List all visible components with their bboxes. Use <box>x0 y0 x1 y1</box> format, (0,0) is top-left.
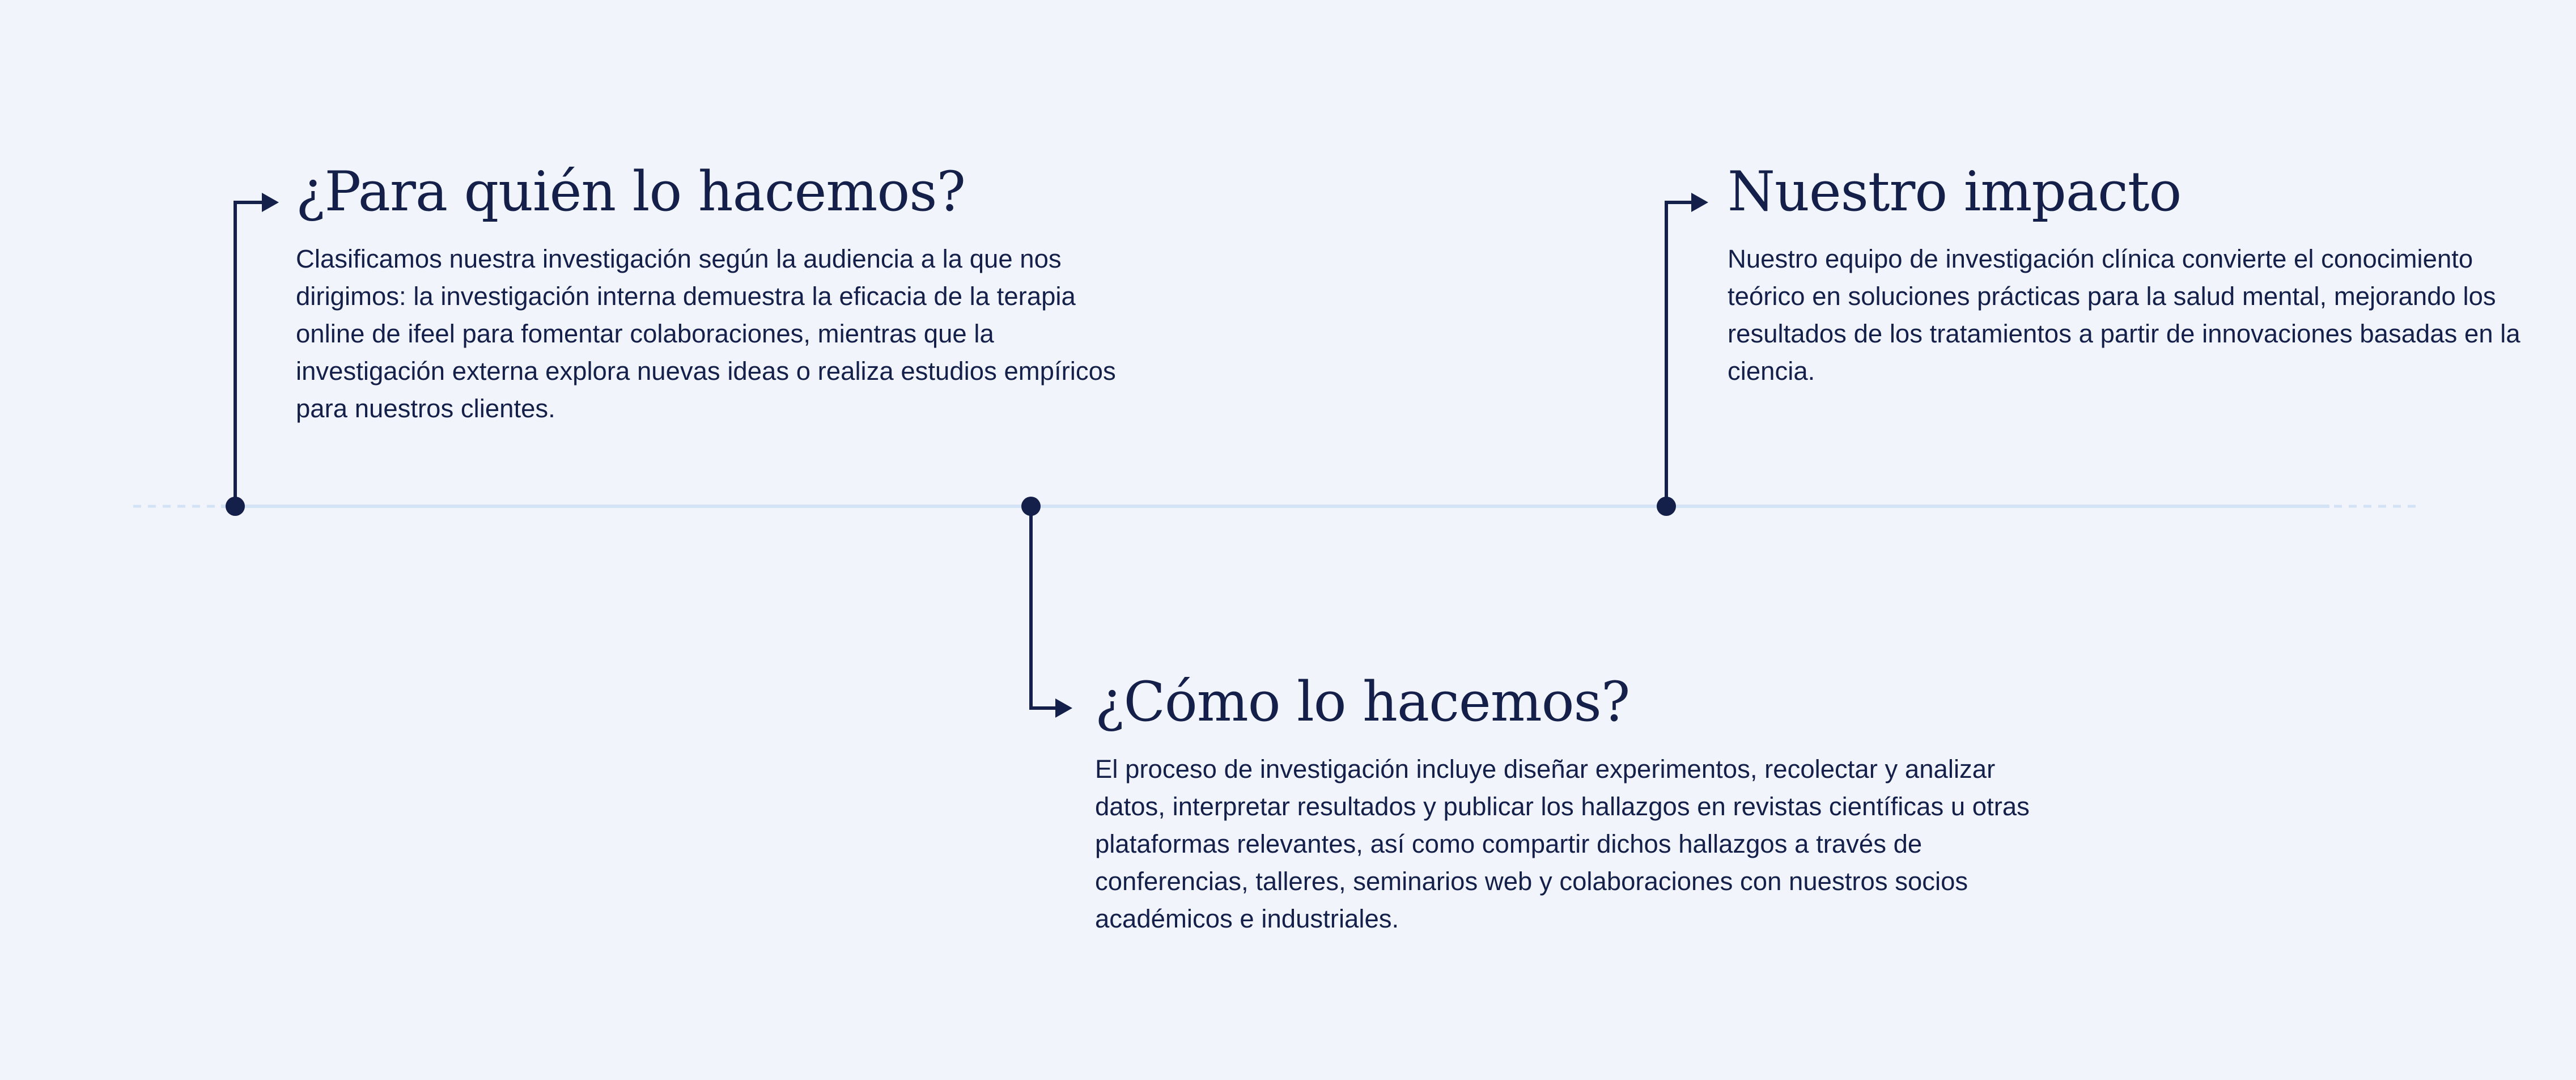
section-title: ¿Cómo lo hacemos? <box>1095 670 1630 734</box>
connector-3-line <box>1666 202 1691 506</box>
connector-2-arrowhead <box>1055 698 1072 718</box>
timeline-node-3 <box>1657 497 1676 516</box>
section-body: Clasificamos nuestra investigación según la audiencia a la que nos dirigimos: la investigación interna demuestra la eficacia de la terapia online de ifeel para fomentar colaboraciones, mientras que la investigación externa explora nuevas ideas o realiza estudios empíricos para nuestros clientes. <box>296 244 1116 423</box>
section-title: Nuestro impacto <box>1728 160 2182 223</box>
timeline-node-2 <box>1021 497 1041 516</box>
section-body: Nuestro equipo de investigación clínica convierte el conocimiento teórico en soluciones prácticas para la salud mental, mejorando los resultados de los tratamientos a partir de innovaciones basadas en la ciencia. <box>1728 244 2520 386</box>
section-para-quien <box>296 160 1146 427</box>
timeline-node-1 <box>226 497 245 516</box>
connector-1-arrowhead <box>262 193 279 212</box>
section-title: ¿Para quién lo hacemos? <box>296 160 965 223</box>
connector-3-arrowhead <box>1691 193 1708 212</box>
section-impacto <box>1728 160 2521 390</box>
section-body: El proceso de investigación incluye diseñar experimentos, recolectar y analizar datos, interpretar resultados y publicar los hallazgos en revistas científicas u otras plataformas relevantes, así como compartir dichos hallazgos a través de conferencias, talleres, seminarios web y colaboraciones con nuestros socios académicos e industriales. <box>1095 755 2030 933</box>
connector-2-line <box>1031 506 1055 708</box>
section-como <box>1095 670 2030 938</box>
connector-1-line <box>235 202 262 506</box>
